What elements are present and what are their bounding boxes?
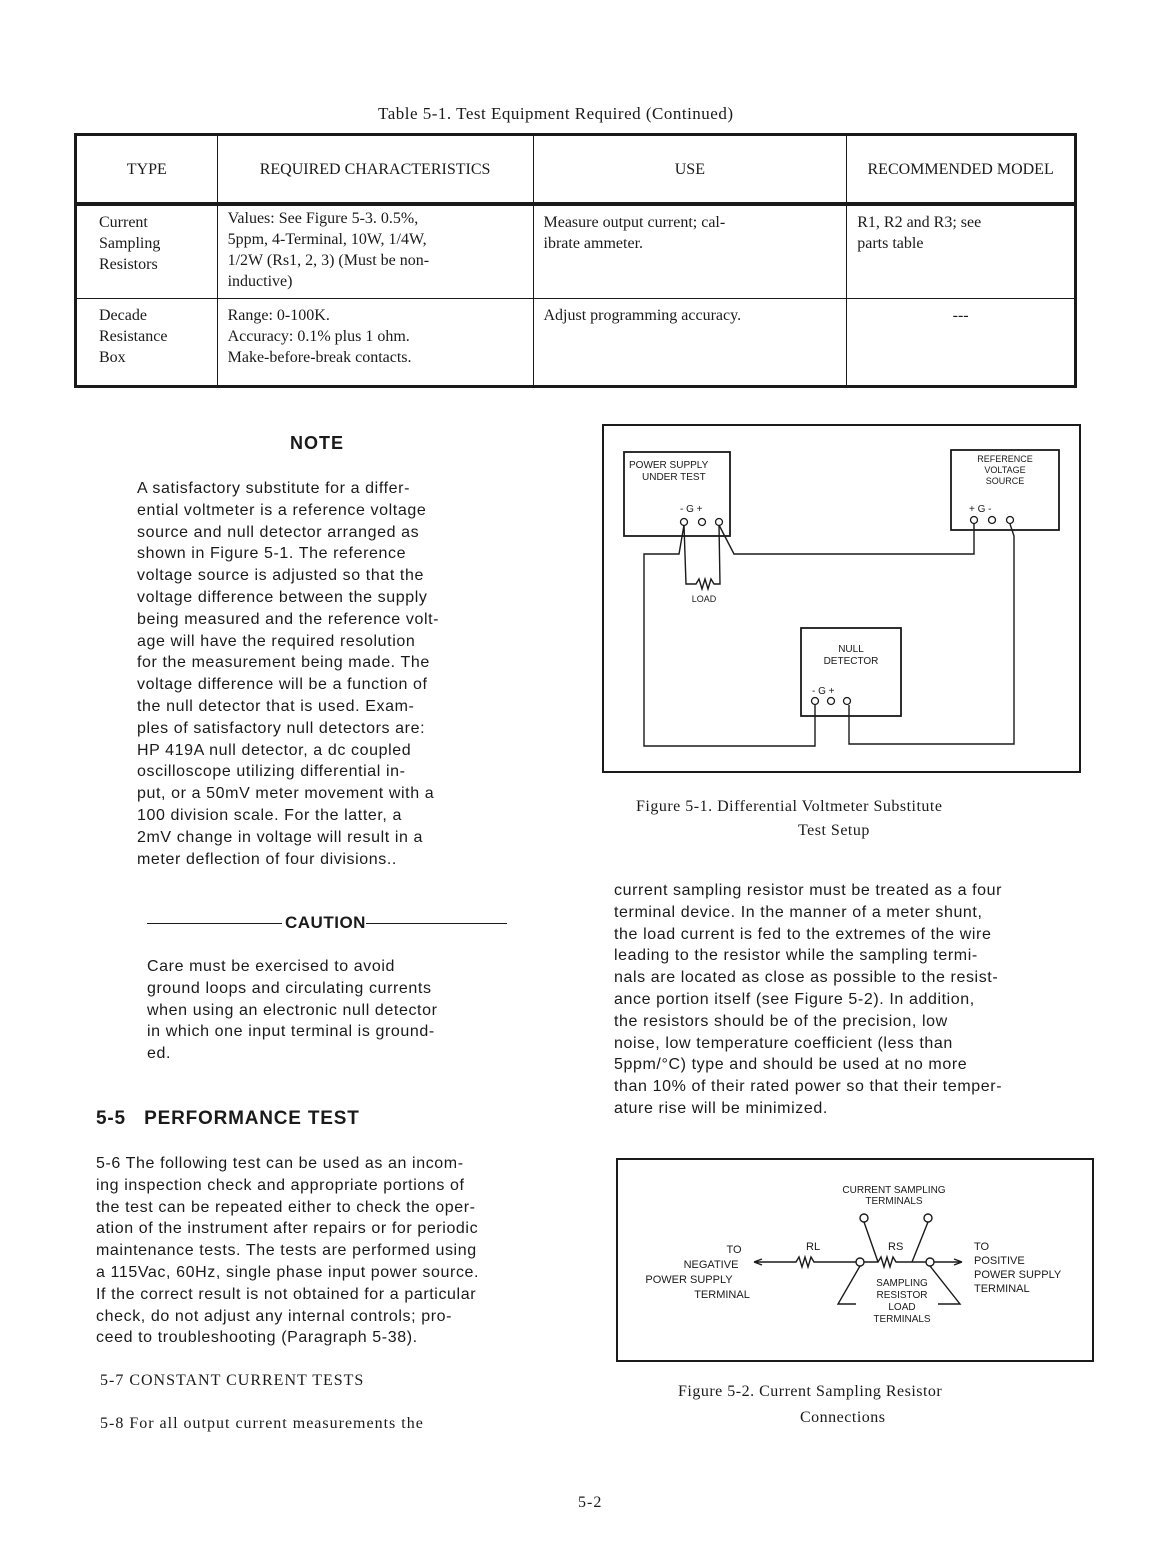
bottom-label-4: TERMINALS xyxy=(873,1314,931,1325)
left-label-2: NEGATIVE xyxy=(683,1259,739,1271)
psu-terminals: - G + xyxy=(680,504,703,515)
paragraph-line: 5-6 The following test can be used as an incom- xyxy=(96,1155,464,1172)
null-detector-box xyxy=(801,628,901,716)
terminal-icon xyxy=(716,519,723,526)
test-equipment-table xyxy=(74,133,1077,388)
figure-5-1-caption xyxy=(636,795,1076,843)
cell-line: Resistance xyxy=(99,328,168,345)
section-number: 5-5 xyxy=(96,1108,126,1129)
note-line: for the measurement being made. The xyxy=(137,654,430,672)
right-label-3: POWER SUPPLY xyxy=(974,1269,1062,1281)
cell-line: Accuracy: 0.1% plus 1 ohm. xyxy=(227,328,410,345)
null-label-2: DETECTOR xyxy=(823,656,879,667)
note-line: ential voltmeter is a reference voltage xyxy=(137,501,427,519)
note-line: voltage source is adjusted so that the xyxy=(137,567,424,585)
cell-line: parts table xyxy=(857,235,924,252)
caption-line: Figure 5-1. Differential Voltmeter Substitute xyxy=(636,798,943,815)
paragraph-line: than 10% of their rated power so that their temper- xyxy=(614,1078,1003,1096)
note-line: oscilloscope utilizing differential in- xyxy=(137,763,406,781)
paragraph-5-7: 5-7 CONSTANT CURRENT TESTS xyxy=(100,1372,365,1389)
table-row xyxy=(76,204,1076,299)
note-line: source and null detector arranged as xyxy=(137,523,420,541)
note-line: shown in Figure 5-1. The reference xyxy=(137,545,407,563)
cell-line: Make-before-break contacts. xyxy=(227,349,412,366)
paragraph-5-6 xyxy=(96,1153,576,1349)
paragraph-line: nals are located as close as possible to the resist- xyxy=(614,969,999,987)
note-heading: NOTE xyxy=(290,433,345,453)
terminal-icon xyxy=(681,519,688,526)
figure-2-wiring xyxy=(754,1214,962,1304)
ref-label-1: REFERENCE xyxy=(977,454,1033,464)
left-label-1: TO xyxy=(726,1244,742,1256)
note-line: voltage difference will be a function of xyxy=(137,676,428,694)
rs-label: RS xyxy=(888,1241,904,1253)
cell-characteristics xyxy=(217,204,533,299)
cell-type xyxy=(76,299,218,387)
note-line: meter deflection of four divisions.. xyxy=(137,850,397,868)
cell-line: R1, R2 and R3; see xyxy=(857,214,982,231)
paragraph-line: ance portion itself (see Figure 5-2). In addition, xyxy=(614,990,975,1008)
caution-heading: CAUTION xyxy=(285,913,366,932)
cell-use xyxy=(533,204,847,299)
note-line: A satisfactory substitute for a differ- xyxy=(137,480,410,497)
bottom-label-2: RESISTOR xyxy=(876,1290,928,1301)
cell-characteristics xyxy=(217,299,533,387)
paragraph-line: current sampling resistor must be treated as a four xyxy=(614,882,1003,899)
cell-line: Resistors xyxy=(99,256,158,273)
bottom-label-3: LOAD xyxy=(888,1302,916,1313)
figure-1-wiring xyxy=(644,524,1014,746)
load-label: LOAD xyxy=(691,594,717,604)
figure-5-2-caption xyxy=(678,1379,1078,1431)
note-line: the null detector that is used. Exam- xyxy=(137,697,415,715)
psu-label-1: POWER SUPPLY xyxy=(629,460,709,471)
page-number: 5-2 xyxy=(578,1494,603,1511)
paragraph-line: ceed to troubleshooting (Paragraph 5-38). xyxy=(96,1329,418,1347)
figure-5-1-diagram xyxy=(602,424,1082,774)
ref-label-2: VOLTAGE xyxy=(984,465,1026,475)
left-label-3: POWER SUPPLY xyxy=(645,1274,733,1286)
cell-line: 5ppm, 4-Terminal, 10W, 1/4W, xyxy=(227,231,427,248)
terminal-icon xyxy=(828,698,835,705)
cell-line: Decade xyxy=(99,307,147,324)
cell-line: Measure output current; cal- xyxy=(543,214,726,231)
caution-line: when using an electronic null detector xyxy=(147,1001,438,1019)
note-line: ples of satisfactory null detectors are: xyxy=(137,719,426,737)
terminal-icon xyxy=(812,698,819,705)
cell-line: --- xyxy=(952,307,969,324)
caption-line: Connections xyxy=(800,1409,886,1426)
left-label-4: TERMINAL xyxy=(694,1289,750,1301)
terminal-icon xyxy=(844,698,851,705)
cell-line: Values: See Figure 5-3. 0.5%, xyxy=(227,210,419,227)
figure-5-2-diagram xyxy=(616,1158,1096,1364)
cell-type xyxy=(76,204,218,299)
table-row xyxy=(76,299,1076,387)
cell-line: Sampling xyxy=(99,235,161,252)
cell-use xyxy=(533,299,847,387)
psu-label-2: UNDER TEST xyxy=(642,472,706,483)
cell-line: Current xyxy=(99,214,148,231)
caution-line: ground loops and circulating currents xyxy=(147,979,432,997)
right-label-1: TO xyxy=(974,1241,990,1253)
paragraph-line: maintenance tests. The tests are performed using xyxy=(96,1242,477,1260)
terminal-icon xyxy=(971,517,978,524)
paragraph-line: terminal device. In the manner of a meter shunt, xyxy=(614,903,983,921)
null-terminals: - G + xyxy=(812,686,835,697)
cell-line: Range: 0-100K. xyxy=(227,307,330,324)
note-line: being measured and the reference volt- xyxy=(137,610,440,628)
bottom-label-1: SAMPLING xyxy=(876,1278,928,1289)
caution-line: in which one input terminal is ground- xyxy=(147,1023,435,1041)
cell-line: 1/2W (Rs1, 2, 3) (Must be non- xyxy=(227,252,430,269)
rl-label: RL xyxy=(806,1241,821,1253)
ref-terminals: + G - xyxy=(969,504,992,515)
caption-line: Test Setup xyxy=(798,822,870,839)
note-line: 2mV change in voltage will result in a xyxy=(137,828,424,846)
top-label-2: TERMINALS xyxy=(865,1196,923,1207)
header-use: USE xyxy=(533,135,847,205)
note-body xyxy=(137,478,517,870)
note-line: HP 419A null detector, a dc coupled xyxy=(137,741,412,759)
paragraph-line: the resistors should be of the precision, low xyxy=(614,1012,948,1030)
caption-line: Figure 5-2. Current Sampling Resistor xyxy=(678,1383,943,1400)
paragraph-line: If the correct result is not obtained for a particular xyxy=(96,1285,477,1303)
section-title: PERFORMANCE TEST xyxy=(144,1108,360,1129)
paragraph-line: ation of the instrument after repairs or for periodic xyxy=(96,1220,479,1238)
paragraph-5-8: 5-8 For all output current measurements the xyxy=(100,1415,424,1432)
header-model: RECOMMENDED MODEL xyxy=(847,135,1076,205)
right-label-4: TERMINAL xyxy=(974,1283,1030,1295)
caution-line: Care must be exercised to avoid xyxy=(147,958,396,975)
header-type: TYPE xyxy=(76,135,218,205)
paragraph-line: check, do not adjust any internal controls; pro- xyxy=(96,1307,453,1325)
right-column-paragraph xyxy=(614,880,1104,1120)
cell-line: Adjust programming accuracy. xyxy=(543,307,742,324)
header-characteristics: REQUIRED CHARACTERISTICS xyxy=(217,135,533,205)
table-title: Table 5-1. Test Equipment Required (Continued) xyxy=(378,104,734,123)
paragraph-line: a 115Vac, 60Hz, single phase input power source. xyxy=(96,1263,480,1281)
right-label-2: POSITIVE xyxy=(974,1255,1025,1267)
paragraph-line: 5ppm/°C) type and should be used at no more xyxy=(614,1056,968,1074)
paragraph-line: ing inspection check and appropriate portions of xyxy=(96,1176,465,1194)
cell-line: Box xyxy=(99,349,126,366)
note-line: put, or a 50mV meter movement with a xyxy=(137,785,435,803)
paragraph-line: ature rise will be minimized. xyxy=(614,1099,828,1117)
terminal-icon xyxy=(989,517,996,524)
paragraph-line: the test can be repeated either to check the oper- xyxy=(96,1198,476,1216)
terminal-icon xyxy=(1007,517,1014,524)
cell-model xyxy=(847,204,1076,299)
cell-line: inductive) xyxy=(227,273,293,290)
paragraph-line: noise, low temperature coefficient (less than xyxy=(614,1034,953,1052)
paragraph-line: leading to the resistor while the sampling termi- xyxy=(614,947,978,965)
null-label-1: NULL xyxy=(838,644,864,655)
caution-rule-left xyxy=(147,923,282,924)
top-label-1: CURRENT SAMPLING xyxy=(842,1185,946,1196)
section-heading xyxy=(96,1108,360,1130)
caution-body xyxy=(147,956,517,1065)
caution-line: ed. xyxy=(147,1045,172,1063)
table-header-row xyxy=(76,135,1076,205)
note-line: age will have the required resolution xyxy=(137,632,416,650)
ref-label-3: SOURCE xyxy=(985,476,1025,486)
terminal-icon xyxy=(699,519,706,526)
caution-rule-right xyxy=(366,923,507,924)
cell-line: ibrate ammeter. xyxy=(543,235,644,252)
paragraph-line: the load current is fed to the extremes of the wire xyxy=(614,925,992,943)
note-line: voltage difference between the supply xyxy=(137,588,428,606)
cell-model xyxy=(847,299,1076,387)
note-line: 100 division scale. For the latter, a xyxy=(137,806,402,824)
